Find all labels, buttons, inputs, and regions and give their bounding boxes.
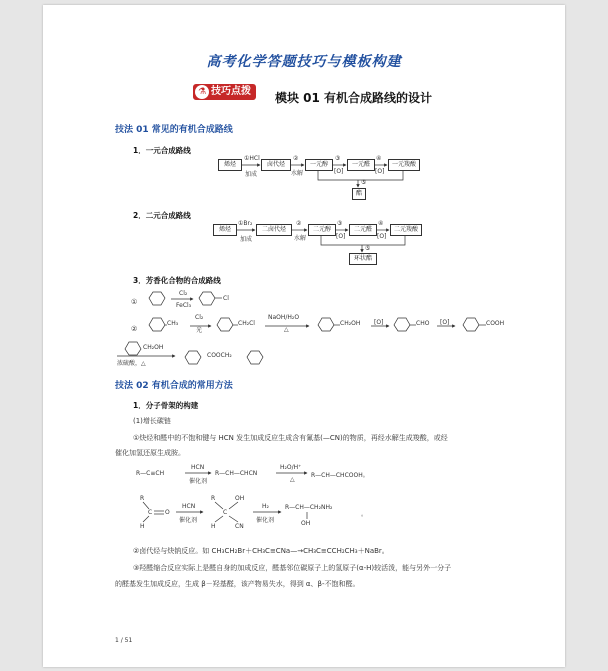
route3-line2-cho: CHO <box>416 320 430 327</box>
route3-line2-reagent2-bottom: △ <box>284 326 289 333</box>
flask-icon: ⚗ <box>195 85 209 99</box>
route3-line2-ch2cl: CH₂Cl <box>238 320 255 327</box>
route2-step5: ⑤ <box>365 245 371 252</box>
para3-line1: ③羟醛缩合反应实际上是醛自身的加成反应，醛基邻位碳原子上的氢原子(α-H)较活泼，能与另外一分子 <box>133 564 452 572</box>
module-title: 模块 01 有机合成路线的设计 <box>275 91 433 105</box>
route3-line1-reagent-bottom: FeCl₃ <box>176 302 192 309</box>
eq2-h: H <box>140 523 145 530</box>
benzene-ring-3 <box>149 318 165 331</box>
benzene-ring-6 <box>394 318 410 331</box>
route1-box-ester: 酯 <box>352 188 366 200</box>
benzene-ring-7 <box>463 318 479 331</box>
eq2-prod-c: C <box>223 509 228 516</box>
eq2-prod-bond-oh <box>229 502 238 509</box>
para3-line2: 的醛基发生加成反应，生成 β－羟基醛，该产物易失水，得到 α、β-不饱和醛。 <box>115 580 360 588</box>
route2-box-diacid: 二元羧酸 <box>390 224 422 236</box>
eq2-cond2-top: H₂ <box>262 503 269 510</box>
eq1-cond2-bottom: △ <box>290 476 295 483</box>
eq2-o: O <box>165 509 170 516</box>
document-title: 高考化学答题技巧与模板构建 <box>206 54 402 70</box>
eq2-prod-r: R <box>211 495 216 502</box>
route1-step3-top: ③ <box>335 155 341 162</box>
route2-heading: 2．二元合成路线 <box>133 211 191 220</box>
route1-box-haloalkane: 卤代烃 <box>261 159 291 171</box>
route3-line2-reagent-bottom: 光 <box>196 327 203 334</box>
page-number: 1 / 51 <box>115 637 133 644</box>
route2-step4-top: ④ <box>378 220 384 227</box>
route1-box-alcohol: 一元醇 <box>305 159 333 171</box>
route3-heading: 3．芳香化合物的合成路线 <box>133 276 221 285</box>
route3-line2-num: ② <box>131 325 138 333</box>
eq1-mid: R—CH—CHCN <box>215 470 258 477</box>
route3-line1-num: ① <box>131 298 138 306</box>
para1-line2: 催化加氢还原生成胺。 <box>115 449 185 457</box>
route3-line3-ch2oh: CH₂OH <box>143 344 164 351</box>
route2-box-dialdehyde: 二元醛 <box>349 224 377 236</box>
benzene-ring-4 <box>217 318 233 331</box>
route2-box-cyclic-ester: 环状酯 <box>349 253 377 265</box>
route1-step4-top: ④ <box>376 155 382 162</box>
route1-heading: 1．一元合成路线 <box>133 146 191 155</box>
route3-line2-ch3: CH₃ <box>167 320 179 327</box>
route2-link <box>321 236 405 245</box>
benzene-ring-9 <box>185 351 201 364</box>
eq2-end: 。 <box>361 511 368 518</box>
benzene-ring-5 <box>318 318 334 331</box>
route2-step3-top: ③ <box>337 220 343 227</box>
eq1-right: R—CH—CHCOOH。 <box>311 472 369 479</box>
eq2-cond-top: HCN <box>182 503 196 510</box>
eq2-cond-bottom: 催化剂 <box>179 517 198 524</box>
route3-line2-reagent-top: Cl₂ <box>195 314 204 321</box>
route2-box-alkene: 烯烃 <box>213 224 237 236</box>
route2-step2-bottom: 水解 <box>294 235 307 242</box>
section1-heading: 技法 01 常见的有机合成路线 <box>115 125 233 135</box>
para1-line1: ①炔烃和醛中的不饱和键与 HCN 发生加成反应生成含有氰基(—CN)的物质，再经水解生成羧酸，或经 <box>133 434 448 442</box>
route3-line1-product: Cl <box>223 295 229 302</box>
route2-box-dihaloalkane: 二卤代烃 <box>256 224 292 236</box>
eq1-cond2-top: H₂O/H⁺ <box>280 464 302 471</box>
route1-step1-bottom: 加成 <box>245 171 258 178</box>
benzene-ring-8 <box>125 342 141 355</box>
route1-step5: ⑤ <box>361 179 367 186</box>
tip-badge-label: 技巧点拨 <box>211 86 251 97</box>
benzene-ring-10 <box>247 351 263 364</box>
eq2-prod-oh: OH <box>235 495 245 502</box>
section2-sub1: 1．分子骨架的构建 <box>133 401 199 410</box>
route2-step4-bottom: [O] <box>377 233 387 240</box>
eq2-c: C <box>148 509 153 516</box>
route3-line2-ox2: [O] <box>440 319 450 326</box>
route3-line2-cooh: COOH <box>486 320 505 327</box>
route1-step2-top: ② <box>293 155 299 162</box>
document-page <box>43 5 565 667</box>
route1-box-acid: 一元羧酸 <box>388 159 420 171</box>
route3-line2-ox1: [O] <box>374 319 384 326</box>
eq2-bond-r <box>143 502 149 509</box>
route1-step2-bottom: 水解 <box>291 170 304 177</box>
eq1-cond-top: HCN <box>191 464 205 471</box>
eq2-cond2-bottom: 催化剂 <box>256 517 275 524</box>
route2-step1-bottom: 加成 <box>240 236 253 243</box>
route1-step4-bottom: [O] <box>375 168 385 175</box>
route3-line3-condition: 浓硫酸，△ <box>117 360 146 367</box>
eq2-r: R <box>140 495 145 502</box>
eq2-prod-bond-cn <box>229 516 238 522</box>
benzene-ring-2 <box>199 292 215 305</box>
route1-box-alkene: 烯烃 <box>218 159 242 171</box>
eq2-prod-h: H <box>211 523 216 530</box>
route2-step2-top: ② <box>296 220 302 227</box>
route2-step3-bottom: [O] <box>336 233 346 240</box>
route3-line2-reagent2-top: NaOH/H₂O <box>268 314 300 321</box>
route1-box-aldehyde: 一元醛 <box>347 159 375 171</box>
eq2-right-bottom: OH <box>301 520 311 527</box>
section2-heading: 技法 02 有机合成的常用方法 <box>115 381 233 391</box>
eq2-bond-h <box>143 516 149 522</box>
eq2-right-top: R—CH—CH₂NH₂ <box>285 504 333 511</box>
route1-step3-bottom: [O] <box>334 168 344 175</box>
route2-step1-top: ①Br₂ <box>238 220 253 227</box>
eq2-prod-bond-h <box>215 516 223 522</box>
benzene-ring-1 <box>149 292 165 305</box>
route1-step1-top: ①HCl <box>244 155 260 162</box>
para2: ②卤代烃与炔钠反应。如 CH₃CH₂Br＋CH₃C≡CNa—→CH₃C≡CCH₂CH₃＋NaBr。 <box>133 547 389 555</box>
eq2-prod-bond-r <box>215 502 223 509</box>
eq1-cond-bottom: 催化剂 <box>189 478 208 485</box>
route2-box-diol: 二元醇 <box>308 224 336 236</box>
section2-sub1a: (1)增长碳链 <box>133 417 171 425</box>
eq2-prod-cn: CN <box>235 523 244 530</box>
route3-line3-ester: COOCH₂ <box>207 352 232 359</box>
eq1-left: R—C≡CH <box>136 470 165 477</box>
route3-line2-ch2oh: CH₂OH <box>340 320 361 327</box>
route3-line1-reagent-top: Cl₂ <box>179 290 188 297</box>
